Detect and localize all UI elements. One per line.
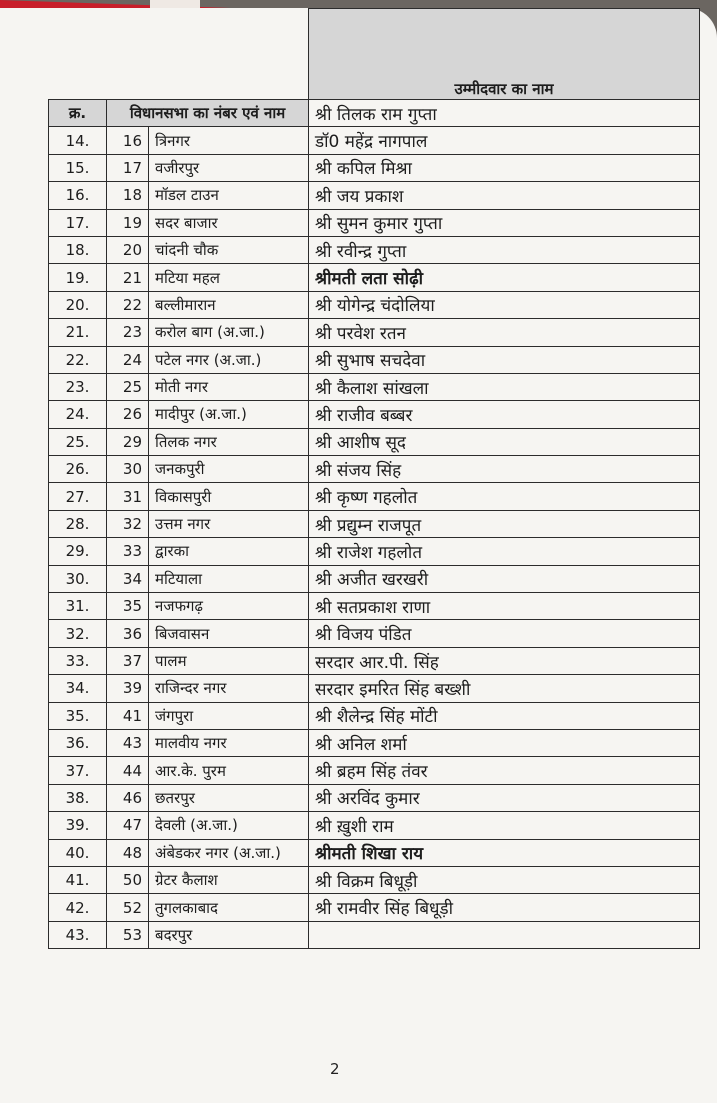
constituency-number-cell: 26 [107, 401, 149, 428]
table-row [49, 209, 700, 236]
constituency-name-cell: तिलक नगर [149, 428, 309, 455]
constituency-number-cell: 18 [107, 182, 149, 209]
table-row [49, 483, 700, 510]
table-row [49, 373, 700, 400]
serial-cell: 32. [49, 620, 107, 647]
constituency-name-cell: मालवीय नगर [149, 729, 309, 756]
constituency-number-cell: 29 [107, 428, 149, 455]
candidate-name-cell: श्रीमती लता सोढ़ी [309, 264, 700, 291]
table-body [49, 127, 700, 949]
constituency-number-cell: 33 [107, 538, 149, 565]
serial-cell: 42. [49, 894, 107, 921]
constituency-name-cell: मटिया महल [149, 264, 309, 291]
candidate-name-cell: श्री अजीत खरखरी [309, 565, 700, 592]
candidate-list [48, 8, 700, 1088]
constituency-number-cell: 19 [107, 209, 149, 236]
table-row [49, 784, 700, 811]
candidate-name-cell: श्री कृष्ण गहलोत [309, 483, 700, 510]
constituency-name-cell: वजीरपुर [149, 154, 309, 181]
candidate-name-cell: श्री राजेश गहलोत [309, 538, 700, 565]
candidate-name-cell: श्री सुमन कुमार गुप्ता [309, 209, 700, 236]
constituency-name-cell: बिजवासन [149, 620, 309, 647]
constituency-number-cell: 44 [107, 757, 149, 784]
constituency-name-cell: त्रिनगर [149, 127, 309, 154]
table-row [49, 319, 700, 346]
table-row [49, 812, 700, 839]
serial-cell: 20. [49, 291, 107, 318]
constituency-name-cell: जंगपुरा [149, 702, 309, 729]
table-row [49, 428, 700, 455]
table-row [49, 154, 700, 181]
header-constituency: विधानसभा का नंबर एवं नाम [107, 100, 309, 127]
candidate-name-cell: श्री जय प्रकाश [309, 182, 700, 209]
constituency-name-cell: मटियाला [149, 565, 309, 592]
table-row [49, 921, 700, 948]
constituency-name-cell: जनकपुरी [149, 456, 309, 483]
candidate-name-cell: श्री अरविंद कुमार [309, 784, 700, 811]
constituency-name-cell: बदरपुर [149, 921, 309, 948]
constituency-name-cell: छतरपुर [149, 784, 309, 811]
table-row [49, 401, 700, 428]
constituency-number-cell: 46 [107, 784, 149, 811]
constituency-name-cell: सदर बाजार [149, 209, 309, 236]
table-row [49, 702, 700, 729]
constituency-name-cell: ग्रेटर कैलाश [149, 866, 309, 893]
serial-cell: 16. [49, 182, 107, 209]
table-row [49, 729, 700, 756]
serial-cell: 38. [49, 784, 107, 811]
candidate-name-cell: श्री अनिल शर्मा [309, 729, 700, 756]
candidate-name-cell: श्री रवीन्द्र गुप्ता [309, 236, 700, 263]
candidate-name-cell: श्री राजीव बब्बर [309, 401, 700, 428]
header-serial: क्र. [49, 100, 107, 127]
table-row [49, 675, 700, 702]
table-row [49, 866, 700, 893]
constituency-number-cell: 48 [107, 839, 149, 866]
serial-cell: 21. [49, 319, 107, 346]
candidate-name-cell: श्री ब्रहम सिंह तंवर [309, 757, 700, 784]
table-row [49, 620, 700, 647]
serial-cell: 31. [49, 593, 107, 620]
table-title-row [49, 9, 700, 100]
constituency-number-cell: 34 [107, 565, 149, 592]
candidate-name-cell: श्री संजय सिंह [309, 456, 700, 483]
constituency-name-cell: द्वारका [149, 538, 309, 565]
candidate-name-cell: श्री प्रद्युम्न राजपूत [309, 510, 700, 537]
serial-cell: 17. [49, 209, 107, 236]
serial-cell: 40. [49, 839, 107, 866]
candidate-name-cell: श्री सुभाष सचदेवा [309, 346, 700, 373]
constituency-number-cell: 52 [107, 894, 149, 921]
candidate-name-cell: सरदार इमरित सिंह बख्शी [309, 675, 700, 702]
table-row [49, 346, 700, 373]
constituency-number-cell: 25 [107, 373, 149, 400]
table-row [49, 510, 700, 537]
constituency-number-cell: 24 [107, 346, 149, 373]
candidate-table [48, 8, 700, 949]
document-page [0, 8, 717, 1103]
candidate-name-cell: डॉ0 महेंद्र नागपाल [309, 127, 700, 154]
candidate-name-cell: श्री विजय पंडित [309, 620, 700, 647]
constituency-name-cell: विकासपुरी [149, 483, 309, 510]
constituency-number-cell: 23 [107, 319, 149, 346]
table-row [49, 839, 700, 866]
constituency-number-cell: 22 [107, 291, 149, 318]
constituency-number-cell: 30 [107, 456, 149, 483]
constituency-name-cell: मादीपुर (अ.जा.) [149, 401, 309, 428]
table-header-row [49, 100, 700, 127]
candidate-name-cell: सरदार आर.पी. सिंह [309, 647, 700, 674]
candidate-name-cell: श्री शैलेन्द्र सिंह मोंटी [309, 702, 700, 729]
table-row [49, 894, 700, 921]
table-row [49, 757, 700, 784]
table-row [49, 182, 700, 209]
page-number: 2 [330, 1060, 340, 1078]
serial-cell: 28. [49, 510, 107, 537]
candidate-name-cell: श्री आशीष सूद [309, 428, 700, 455]
top-candidate: श्री तिलक राम गुप्ता [309, 100, 700, 127]
candidate-name-cell: श्रीमती शिखा राय [309, 839, 700, 866]
serial-cell: 23. [49, 373, 107, 400]
table-row [49, 127, 700, 154]
table-row [49, 565, 700, 592]
constituency-number-cell: 53 [107, 921, 149, 948]
constituency-name-cell: करोल बाग (अ.जा.) [149, 319, 309, 346]
constituency-name-cell: राजिन्दर नगर [149, 675, 309, 702]
constituency-number-cell: 35 [107, 593, 149, 620]
candidate-name-cell: श्री रामवीर सिंह बिधूड़ी [309, 894, 700, 921]
serial-cell: 41. [49, 866, 107, 893]
serial-cell: 30. [49, 565, 107, 592]
constituency-number-cell: 50 [107, 866, 149, 893]
candidate-name-cell: श्री योगेन्द्र चंदोलिया [309, 291, 700, 318]
constituency-name-cell: अंबेडकर नगर (अ.जा.) [149, 839, 309, 866]
blank-corner [49, 9, 309, 100]
constituency-number-cell: 31 [107, 483, 149, 510]
header-candidate: उम्मीदवार का नाम [309, 9, 700, 100]
serial-cell: 35. [49, 702, 107, 729]
serial-cell: 24. [49, 401, 107, 428]
table-row [49, 647, 700, 674]
constituency-number-cell: 16 [107, 127, 149, 154]
table-row [49, 291, 700, 318]
constituency-number-cell: 37 [107, 647, 149, 674]
constituency-name-cell: मॉडल टाउन [149, 182, 309, 209]
serial-cell: 43. [49, 921, 107, 948]
constituency-name-cell: चांदनी चौक [149, 236, 309, 263]
candidate-name-cell: श्री परवेश रतन [309, 319, 700, 346]
constituency-name-cell: पटेल नगर (अ.जा.) [149, 346, 309, 373]
candidate-name-cell: श्री सतप्रकाश राणा [309, 593, 700, 620]
serial-cell: 19. [49, 264, 107, 291]
constituency-number-cell: 21 [107, 264, 149, 291]
constituency-name-cell: आर.के. पुरम [149, 757, 309, 784]
serial-cell: 33. [49, 647, 107, 674]
serial-cell: 36. [49, 729, 107, 756]
constituency-number-cell: 47 [107, 812, 149, 839]
constituency-number-cell: 32 [107, 510, 149, 537]
table-row [49, 593, 700, 620]
constituency-number-cell: 36 [107, 620, 149, 647]
constituency-name-cell: उत्तम नगर [149, 510, 309, 537]
serial-cell: 29. [49, 538, 107, 565]
table-row [49, 538, 700, 565]
serial-cell: 27. [49, 483, 107, 510]
constituency-number-cell: 41 [107, 702, 149, 729]
constituency-number-cell: 17 [107, 154, 149, 181]
serial-cell: 14. [49, 127, 107, 154]
constituency-name-cell: तुगलकाबाद [149, 894, 309, 921]
constituency-number-cell: 39 [107, 675, 149, 702]
constituency-name-cell: बल्लीमारान [149, 291, 309, 318]
table-row [49, 236, 700, 263]
constituency-name-cell: देवली (अ.जा.) [149, 812, 309, 839]
serial-cell: 15. [49, 154, 107, 181]
candidate-name-cell: श्री कैलाश सांखला [309, 373, 700, 400]
constituency-name-cell: पालम [149, 647, 309, 674]
serial-cell: 26. [49, 456, 107, 483]
constituency-name-cell: मोती नगर [149, 373, 309, 400]
table-row [49, 456, 700, 483]
candidate-name-cell: श्री विक्रम बिधूड़ी [309, 866, 700, 893]
serial-cell: 34. [49, 675, 107, 702]
serial-cell: 25. [49, 428, 107, 455]
serial-cell: 22. [49, 346, 107, 373]
candidate-name-cell: श्री कपिल मिश्रा [309, 154, 700, 181]
constituency-number-cell: 20 [107, 236, 149, 263]
candidate-name-cell [309, 921, 700, 948]
table-row [49, 264, 700, 291]
constituency-name-cell: नजफगढ़ [149, 593, 309, 620]
serial-cell: 18. [49, 236, 107, 263]
serial-cell: 37. [49, 757, 107, 784]
candidate-name-cell: श्री ख़ुशी राम [309, 812, 700, 839]
constituency-number-cell: 43 [107, 729, 149, 756]
serial-cell: 39. [49, 812, 107, 839]
